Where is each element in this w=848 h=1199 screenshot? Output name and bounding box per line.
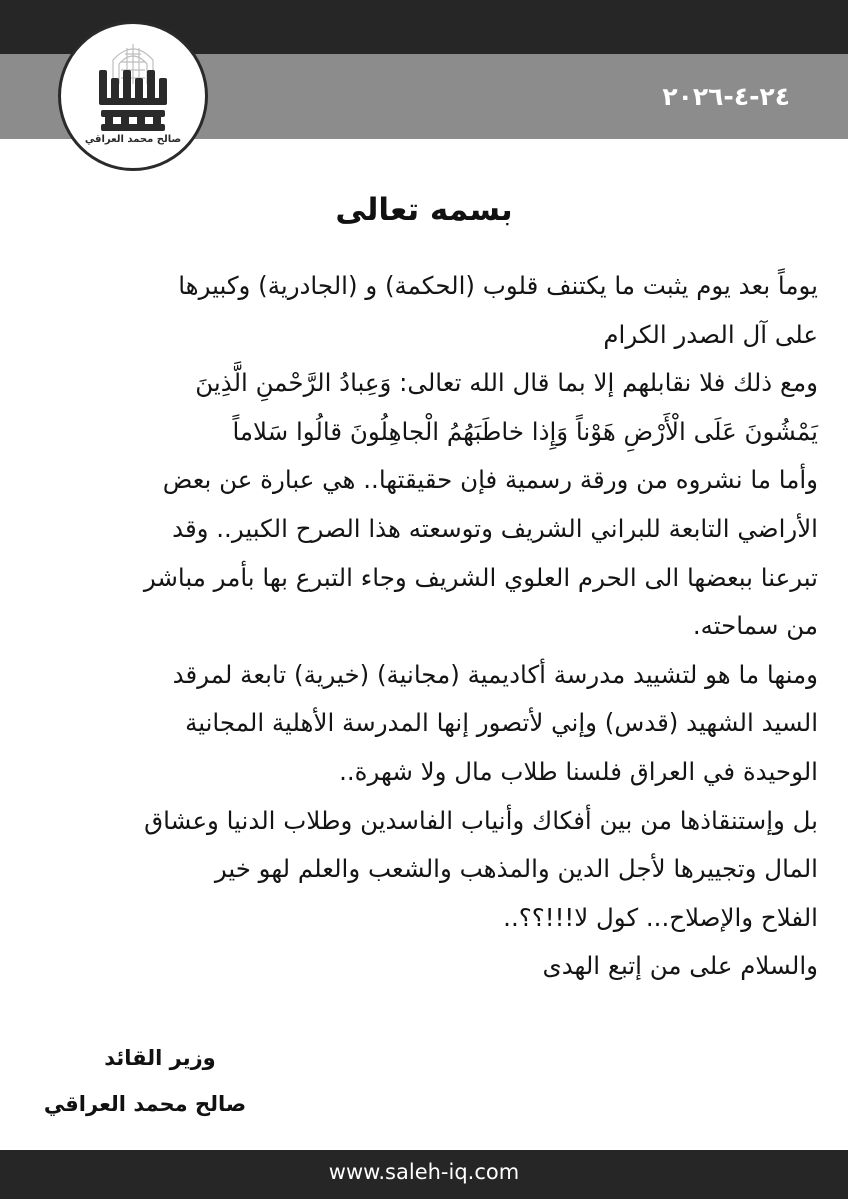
body-line: وأما ما نشروه من ورقة رسمية فإن حقيقتها.. هي عبارة عن بعض [162, 465, 818, 495]
document-date: ٢٤-٤-٢٠٢٦ [662, 82, 790, 111]
letter-body [30, 262, 818, 991]
signature-title: وزير القائد [104, 1046, 216, 1070]
body-line: الفلاح والإصلاح... كول لا!!!؟؟.. [503, 902, 818, 932]
website-link[interactable]: www.saleh-iq.com [328, 1160, 520, 1184]
body-line: بل وإستنقاذها من بين أفكاك وأنياب الفاسدين وطلاب الدنيا وعشاق [144, 805, 818, 835]
body-line: الوحيدة في العراق فلسنا طلاب مال ولا شهرة.. [339, 756, 818, 786]
signature-name: صالح محمد العراقي [43, 1092, 247, 1116]
logo-caption: صالح محمد العراقي [84, 134, 182, 145]
body-line: ومنها ما هو لتشييد مدرسة أكاديمية (مجانية) (خيرية) تابعة لمرقد [172, 659, 818, 689]
body-line: يوماً بعد يوم يثبت ما يكتنف قلوب (الحكمة) و (الجادرية) وكبيرها [178, 271, 818, 300]
logo-badge [58, 21, 208, 171]
body-line: يَمْشُونَ عَلَى الْأَرْضِ هَوْناً وَإِذا خاطَبَهُمُ الْجاهِلُونَ قالُوا سَلاماً [232, 416, 818, 446]
body-line: السيد الشهيد (قدس) وإني لأتصور إنها المدرسة الأهلية المجانية [185, 708, 818, 738]
page-title: بسمه تعالى [335, 192, 513, 228]
body-line: من سماحته. [692, 611, 818, 641]
body-line: المال وتجييرها لأجل الدين والمذهب والشعب والعلم لهو خير [214, 854, 818, 884]
logo-mark-icon [61, 24, 205, 168]
body-line: ومع ذلك فلا نقابلهم إلا بما قال الله تعالى: وَعِبادُ الرَّحْمنِ الَّذِينَ [195, 368, 818, 398]
signature-block [30, 1035, 260, 1127]
body-line: والسلام على من إتبع الهدى [542, 951, 818, 981]
body-line: الأراضي التابعة للبراني الشريف وتوسعته هذا الصرح الكبير.. وقد [172, 513, 818, 543]
body-line: على آل الصدر الكرام [603, 319, 818, 349]
body-line: تبرعنا ببعضها الى الحرم العلوي الشريف وجاء التبرع بها بأمر مباشر [143, 562, 818, 592]
